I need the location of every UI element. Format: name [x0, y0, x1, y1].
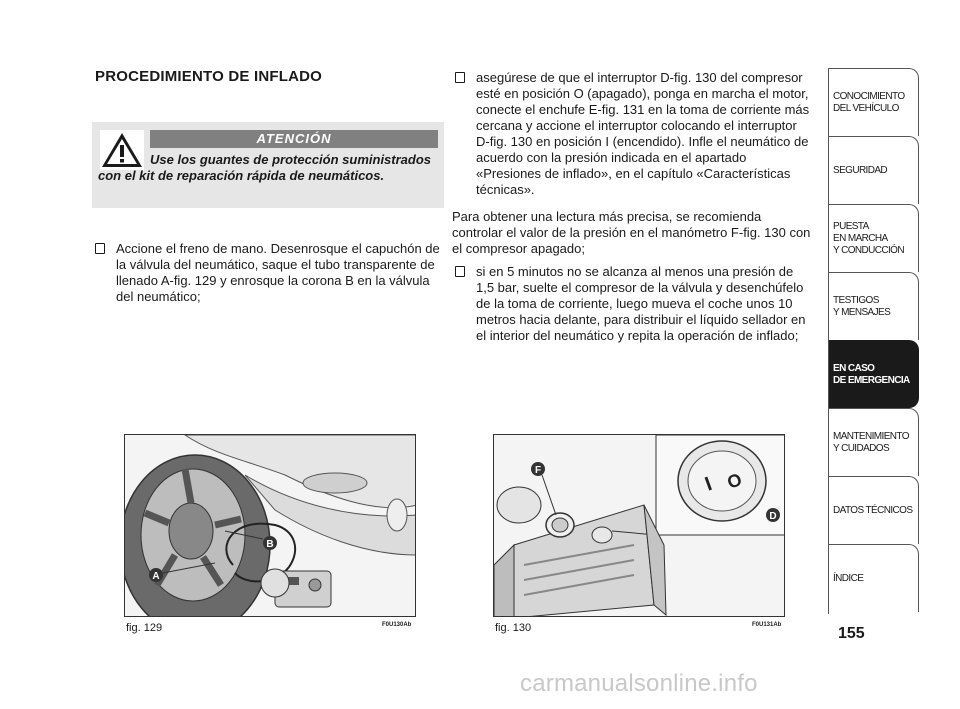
tab-emergencia[interactable]	[829, 340, 919, 408]
tab-line: TESTIGOS	[833, 294, 879, 306]
checkbox-bullet-icon	[455, 266, 465, 277]
tab-line: Y MENSAJES	[833, 306, 891, 318]
tab-line: PUESTA	[833, 220, 869, 232]
checkbox-bullet-icon	[455, 72, 465, 83]
tab-testigos[interactable]	[829, 272, 919, 340]
tab-datos-tecnicos[interactable]	[829, 476, 919, 544]
switch-mark-i: I	[702, 473, 715, 496]
tab-line: CONOCIMIENTO	[833, 90, 905, 102]
figure-129-caption: fig. 129	[126, 622, 163, 634]
right-bullet-1-text: asegúrese de que el interruptor D-fig. 130 del compresor esté en posición O (apagado), ponga en marcha el motor, conecte el enchufe E-fig. 131 en la toma de corriente más cercana y accione el interruptor colocando el interruptor D-fig. 130 en posición I (encendido). Infle el neumático de acuerdo con la presión indicada en el apartado «Presiones de inflado», en el capítulo «Características técnicas».	[476, 70, 810, 197]
tab-line: SEGURIDAD	[833, 164, 888, 176]
left-bullet-1	[92, 241, 444, 305]
tab-line: MANTENIMIENTO	[833, 430, 909, 442]
tab-line: ÍNDICE	[833, 572, 864, 584]
tab-line: DE EMERGENCIA	[833, 374, 910, 386]
figure-129-code: F0U130Ab	[382, 622, 412, 628]
right-bullet-1	[452, 70, 814, 198]
figure-130-illustration	[494, 435, 785, 617]
right-bullet-2-text: si en 5 minutos no se alcanza al menos una presión de 1,5 bar, suelte el compresor de la válvula y desenchúfelo de la toma de corriente, luego mueva el coche unos 10 metros hacia delante, para distribuir el líquido sellador en el interior del neumático y repita la operación de inflado;	[476, 264, 806, 343]
callout-f: F	[534, 465, 542, 476]
chapter-tabs	[828, 68, 918, 614]
right-bullet-2	[452, 264, 814, 344]
callout-d: D	[769, 511, 777, 522]
tab-line: EN CASO	[833, 362, 875, 374]
figure-129-illustration	[125, 435, 416, 617]
warning-title: ATENCIÓN	[150, 130, 438, 148]
figure-130-caption: fig. 130	[495, 622, 532, 634]
page-title: PROCEDIMIENTO DE INFLADO	[95, 68, 323, 85]
tab-line: DEL VEHÍCULO	[833, 102, 899, 114]
page-number: 155	[838, 625, 865, 642]
left-bullet-1-text: Accione el freno de mano. Desenrosque el capuchón de la válvula del neumático, saque el tubo transparente de llenado A-fig. 129 y enrosque la corona B en la válvula del neumático;	[116, 241, 440, 304]
tab-line: EN MARCHA	[833, 232, 888, 244]
tab-conocimiento[interactable]	[829, 68, 919, 136]
tab-mantenimiento[interactable]	[829, 408, 919, 476]
tab-indice[interactable]	[829, 544, 919, 612]
warning-box	[92, 122, 444, 208]
tab-puesta-en-marcha[interactable]	[829, 204, 919, 272]
checkbox-bullet-icon	[95, 243, 105, 254]
switch-mark-o: O	[724, 469, 745, 493]
figure-129	[124, 434, 416, 617]
callout-b: B	[266, 539, 274, 550]
tab-seguridad[interactable]	[829, 136, 919, 204]
tab-line: Y CUIDADOS	[833, 442, 890, 454]
figure-130-code: F0U131Ab	[752, 622, 782, 628]
watermark: carmanualsonline.info	[520, 670, 758, 697]
tab-line: Y CONDUCCIÓN	[833, 244, 904, 256]
tab-line: DATOS TÉCNICOS	[833, 504, 913, 516]
warning-text: Use los guantes de protección suministrados con el kit de reparación rápida de neumáticos.	[98, 152, 432, 183]
figure-130	[493, 434, 785, 617]
callout-a: A	[152, 571, 160, 582]
right-paragraph: Para obtener una lectura más precisa, se recomienda controlar el valor de la presión en el manómetro F-fig. 130 con el compresor apagado;	[452, 209, 811, 256]
